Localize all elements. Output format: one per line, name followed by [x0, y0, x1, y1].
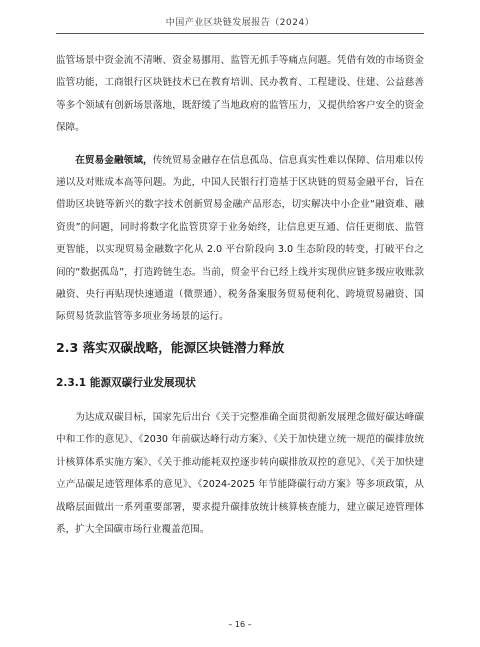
paragraph-trade-finance	[56, 150, 424, 329]
page-body	[56, 50, 424, 541]
heading-spacer	[56, 395, 424, 407]
paragraph-fund-supervision: 监管场景中资金流不清晰、资金易挪用、监管无抓手等痛点问题。凭借有效的市场资金监管功能，工商银行区块链技术已在教育培训、民办教育、工程建设、住建、公益慈善等多个领域有创新场景落地，既舒缓了当地政府的监管压力，又提供给客户安全的资金保障。	[56, 55, 424, 134]
running-header: 中国产业区块链发展报告（2024）	[165, 18, 315, 28]
subsection-heading: 2.3.1 能源双碳行业发展现状	[56, 376, 196, 389]
paragraph-body-text: 传统贸易金融存在信息孤岛、信息真实性难以保障、信用难以传递以及对账成本高等问题。为此，中国人民银行打造基于区块链的贸易金融平台，旨在借助区块链等新兴的数字技术创新贸易金融产品形态，切实解决中小企业“融资难、融资贵”的问题，同时将数字化监管贯穿于业务始终，让信息更互通、信任更彻底、监管更智能，以实现贸易金融数字化从 2.0 平台阶段向 3.0 生态阶段的转变，打破平台之间的“数据孤岛”，打造跨链生态。当前，贸金平台已经上线并实现供应链多级应收账款融资、央行再贴现快速通道（微票通）、税务备案服务贸易便利化、跨境贸易融资、国际贸易货款监管等多项业务场景的运行。	[56, 154, 425, 323]
paragraph-spacer	[56, 140, 424, 150]
paragraph-lead-text: 在贸易金融领域，	[75, 154, 153, 166]
page-number: – 16 –	[228, 620, 252, 629]
header-divider	[56, 33, 424, 34]
paragraph-dual-carbon-policy: 为达成双碳目标，国家先后出台《关于完整准确全面贯彻新发展理念做好碳达峰碳中和工作的意见》、《2030 年前碳达峰行动方案》、《关于加快建立统一规范的碳排放统计核算体系实施方案》、《关于推动能耗双控逐步转向碳排放双控的意见》、《关于加快建立产品碳足迹管理体系的意见》、《2024-2025 年节能降碳行动方案》等多项政策，从战略层面做出一系列重要部署，要求提升碳排放统计核算核查能力，建立碳足迹管理体系，扩大全国碳市场行业覆盖范围。	[56, 411, 424, 535]
section-heading: 2.3 落实双碳战略，能源区块链潜力释放	[56, 339, 285, 355]
